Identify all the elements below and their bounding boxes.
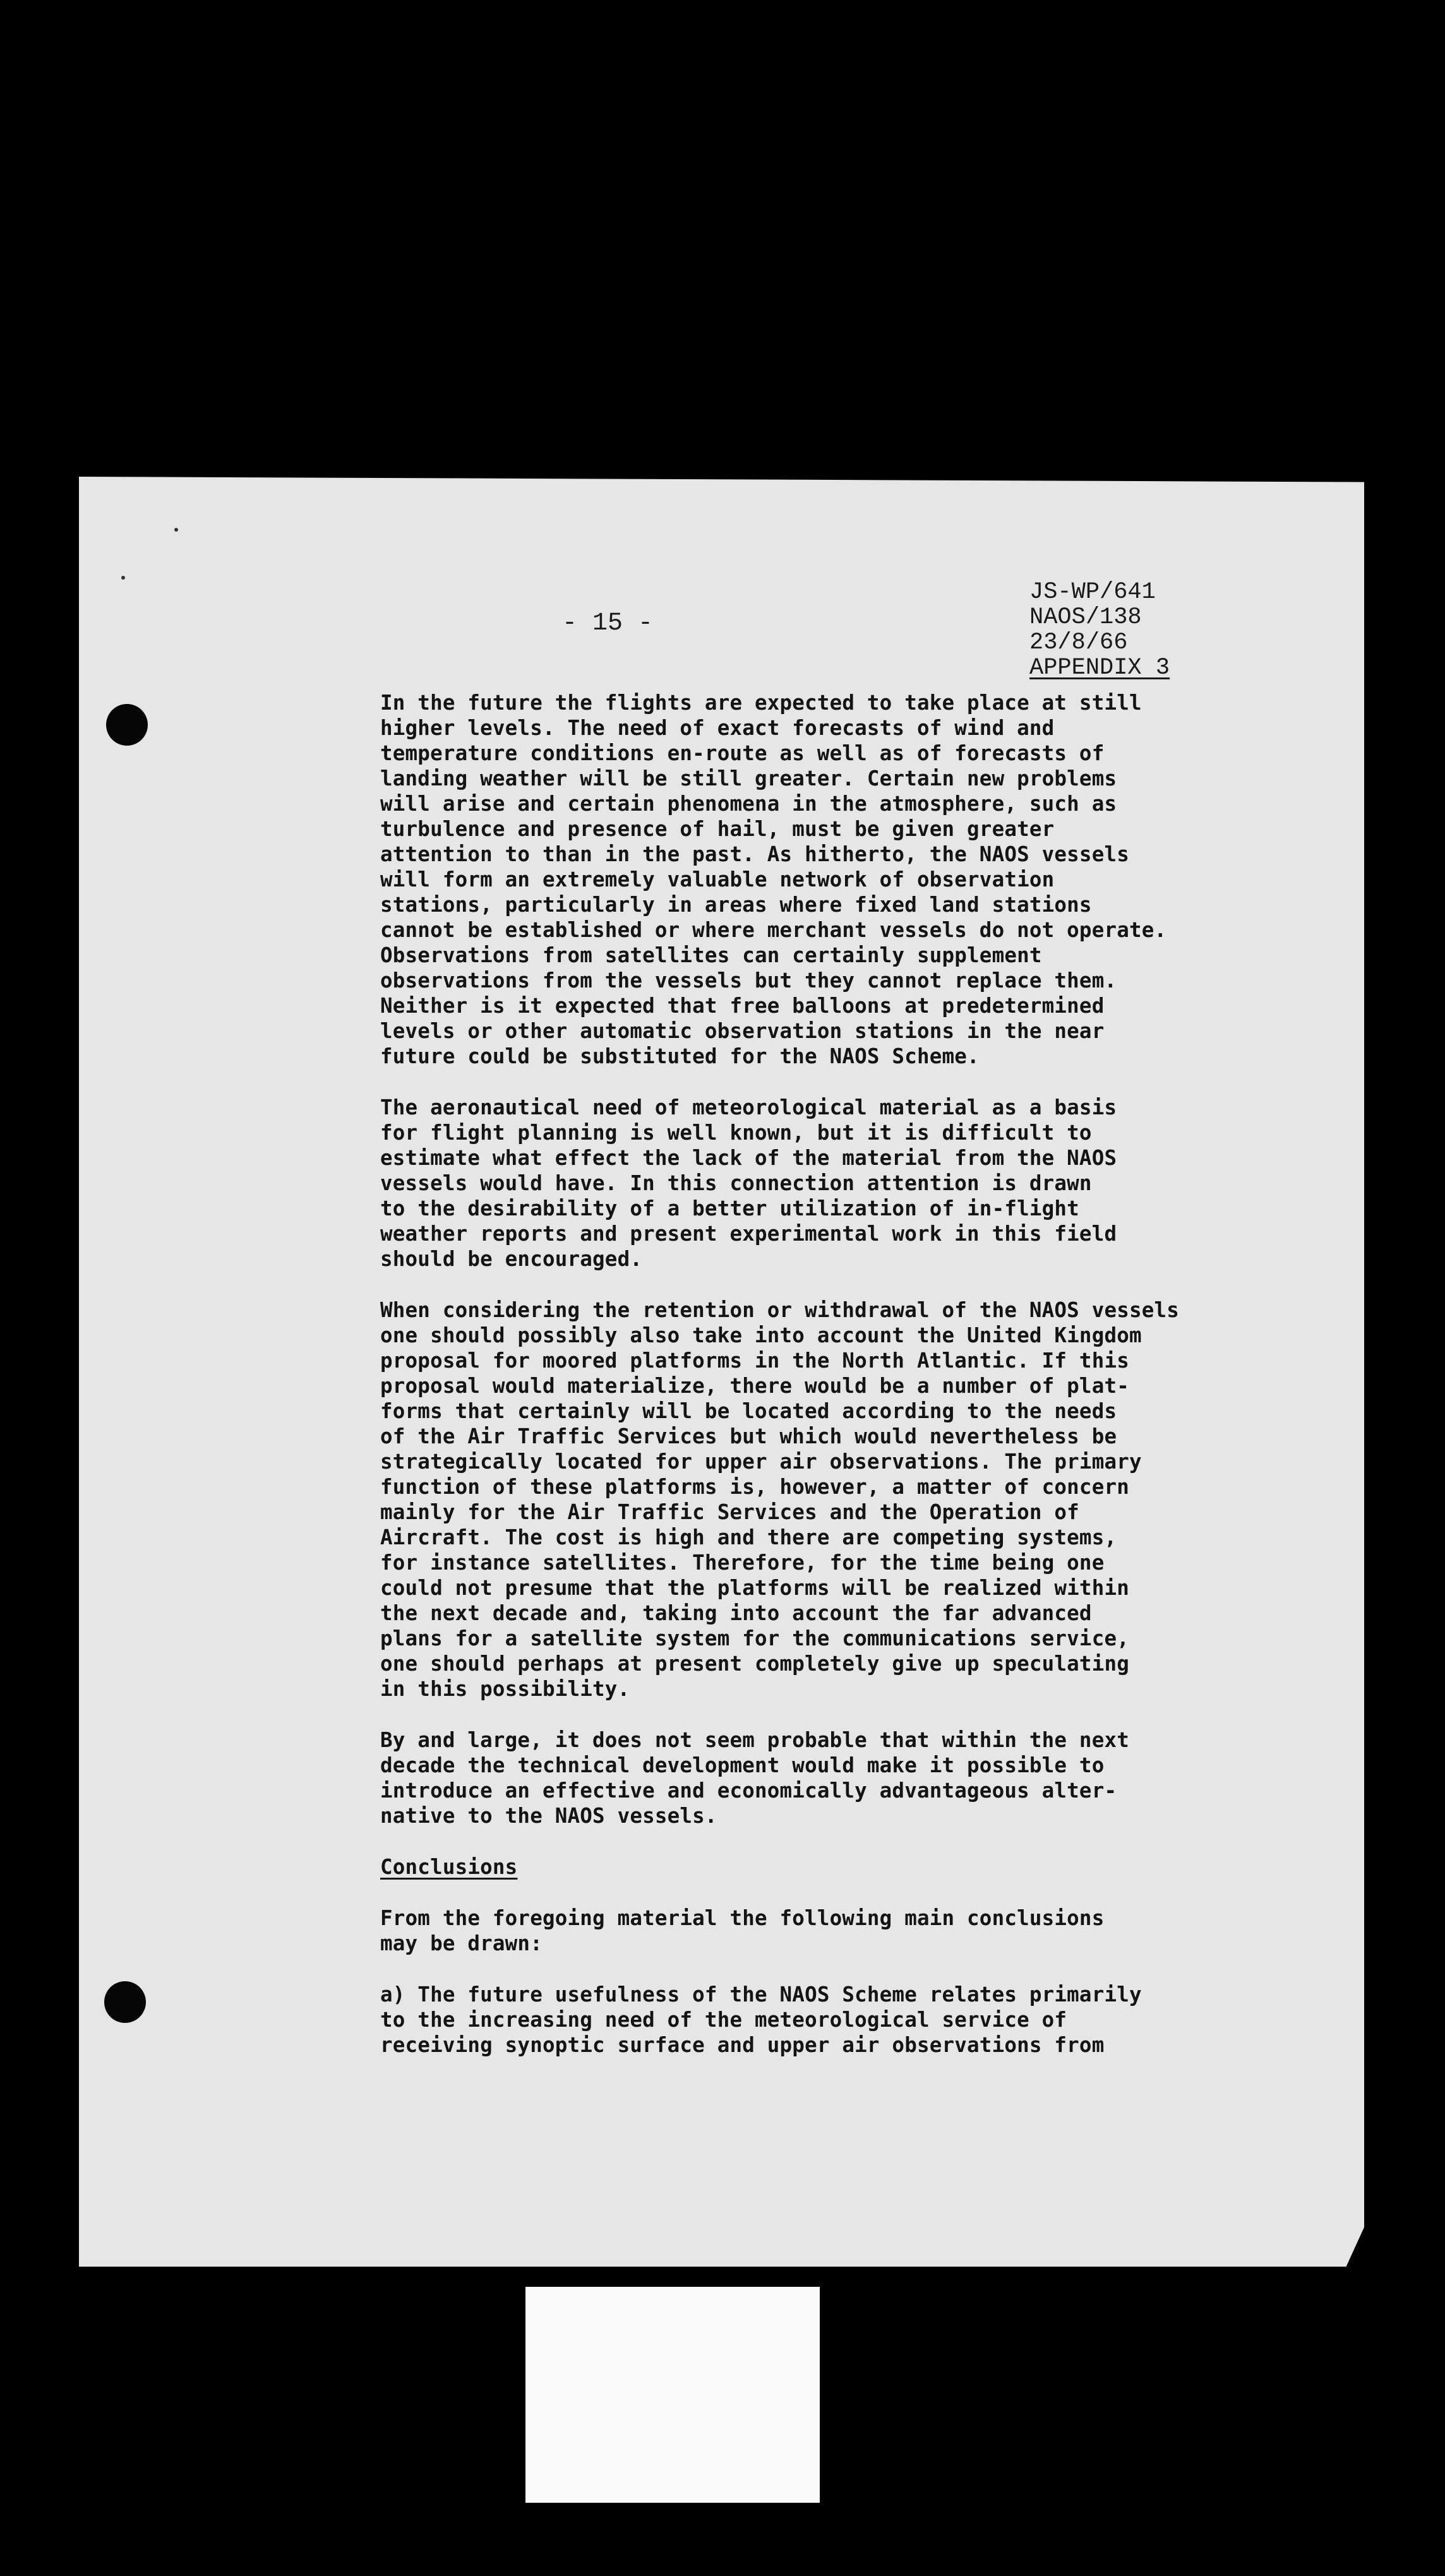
paper-speck bbox=[121, 576, 125, 580]
list-item: a) The future usefulness of the NAOS Scheme relates primarily to the increasing need of the meteorological service of receiving synoptic surface and upper air observations from bbox=[380, 1983, 1142, 2057]
section-heading: Conclusions bbox=[380, 1855, 518, 1879]
reference-code: JS-WP/641 bbox=[1029, 579, 1156, 605]
punch-hole-icon bbox=[104, 1981, 146, 2023]
reference-code: NAOS/138 bbox=[1029, 604, 1142, 631]
paragraph: In the future the flights are expected to take place at still higher levels. The need of exact forecasts of wind and temperature conditions en-route as well as of forecasts of landing weather will be still greater. Certain new problems will arise and certain phenomena in the atmosphere, such as turbulence and presence of hail, must be given greater attention to than in the past. As hitherto, the NAOS vessels will form an extremely valuable network of observation stations, particularly in areas where fixed land stations cannot be established or where merchant vessels do not operate. Observations from satellites can certainly supplement observations from the vessels but they cannot replace them. Neither is it expected that free balloons at predetermined levels or other automatic observation stations in the near future could be substituted for the NAOS Scheme. bbox=[380, 691, 1167, 1068]
appendix-label: APPENDIX 3 bbox=[1029, 655, 1170, 681]
paragraph: By and large, it does not seem probable that within the next decade the technical development would make it possible to introduce an effective and economically advantageous alter- native to the NAOS vessels. bbox=[380, 1728, 1129, 1828]
page-number: - 15 - bbox=[562, 609, 654, 638]
paragraph: When considering the retention or withdrawal of the NAOS vessels one should possibly also take into account the United Kingdom proposal for moored platforms in the North Atlantic. If this proposal would materialize, there would be a number of plat- forms that certainly will be located according to the needs of the Air Traffic Services but which would nevertheless be strategically located for upper air observations. The primary function of these platforms is, however, a matter of concern mainly for the Air Traffic Services and the Operation of Aircraft. The cost is high and there are competing systems, for instance satellites. Therefore, for the time being one could not presume that the platforms will be realized within the next decade and, taking into account the far advanced plans for a satellite system for the communications service, one should perhaps at present completely give up speculating in this possibility. bbox=[380, 1298, 1180, 1701]
paragraph: From the foregoing material the following main conclusions may be drawn: bbox=[380, 1906, 1105, 1955]
punch-hole-icon bbox=[106, 704, 148, 746]
blank-card bbox=[525, 2287, 820, 2503]
paper-speck bbox=[174, 528, 178, 532]
paragraph: The aeronautical need of meteorological material as a basis for flight planning is well known, but it is difficult to estimate what effect the lack of the material from the NAOS vessels would have. In this connection attention is drawn to the desirability of a better utilization of in-flight weather reports and present experimental work in this field should be encouraged. bbox=[380, 1095, 1117, 1271]
reference-block bbox=[1029, 580, 1170, 681]
reference-date: 23/8/66 bbox=[1029, 629, 1128, 656]
document-body bbox=[380, 690, 1277, 2084]
